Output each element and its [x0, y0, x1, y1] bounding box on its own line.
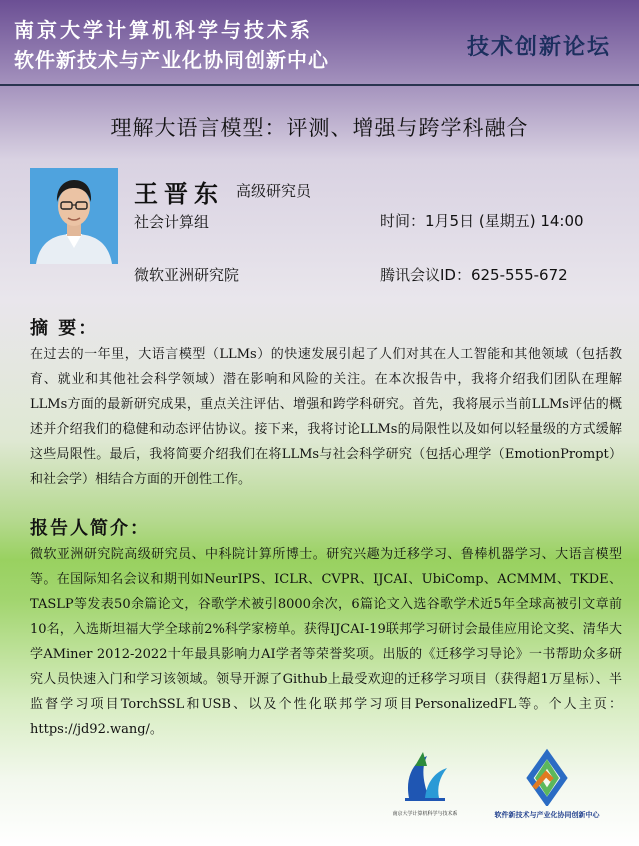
speaker-name: 王晋东: [134, 179, 224, 208]
nju-cs-caption: 南京大学计算机科学与技术系: [392, 811, 458, 817]
header-banner: [0, 0, 639, 80]
abstract-heading: 摘 要：: [30, 318, 99, 339]
bio-heading: 报告人简介：: [30, 518, 150, 539]
center-caption: 软件新技术与产业化协同创新中心: [494, 811, 600, 819]
abstract-text: 在过去的一年里，大语言模型（LLMs）的快速发展引起了人们对其在人工智能和其他领域（包括教育、就业和其他社会科学领域）潜在影响和风险的关注。在本次报告中，我将介绍我们团队在理解LLMs方面的最新研究成果，重点关注评估、增强和跨学科研究。首先，我将展示当前LLMs评估的概述并介绍我们的稳健和动态评估协议。接下来，我将讨论LLMs的局限性以及如何以轻量级的方式缓解这些局限性。最后，我将简要介绍我们在将LLMs与社会科学研究（包括心理学（EmotionPrompt）和社会学）相结合方面的开创性工作。: [30, 347, 622, 487]
talk-title: 理解大语言模型：评测、增强与跨学科融合: [110, 116, 529, 140]
center-emblem-icon: [462, 748, 632, 806]
speaker-group: 社会计算组: [134, 213, 210, 231]
speaker-institution: 微软亚洲研究院: [134, 266, 240, 284]
event-time: 时间：1月5日 (星期五) 14:00: [380, 212, 584, 230]
meeting-id: 腾讯会议ID：625-555-672: [380, 266, 568, 284]
org-line-1: 南京大学计算机科学与技术系: [14, 18, 313, 42]
speaker-photo: [30, 168, 118, 264]
org-line-2: 软件新技术与产业化协同创新中心: [14, 48, 329, 72]
speaker-title: 高级研究员: [236, 182, 312, 200]
header-divider: [0, 84, 639, 86]
center-logo: [462, 748, 632, 820]
bio-text: 微软亚洲研究院高级研究员、中科院计算所博士。研究兴趣为迁移学习、鲁棒机器学习、大语言模型等。在国际知名会议和期刊如NeurIPS、ICLR、CVPR、IJCAI、UbiComp、ACMMM、TKDE、TASLP等发表50余篇论文，谷歌学术被引8000余次，6篇论文入选谷歌学术近5年全球高被引文章前10名，入选斯坦福大学全球前2%科学家榜单。获得IJCAI-19联邦学习研讨会最佳应用论文奖、清华大学AMiner 2012-2022十年最具影响力AI学者等荣誉奖项。出版的《迁移学习导论》一书帮助众多研究人员快速入门和学习该领域。领导开源了Github上最受欢迎的迁移学习项目（获得超1万星标）、半监督学习项目TorchSSL和USB、以及个性化联邦学习项目PersonalizedFL等。个人主页：https://jd92.wang/。: [30, 547, 622, 737]
forum-title: 技术创新论坛: [466, 35, 611, 60]
